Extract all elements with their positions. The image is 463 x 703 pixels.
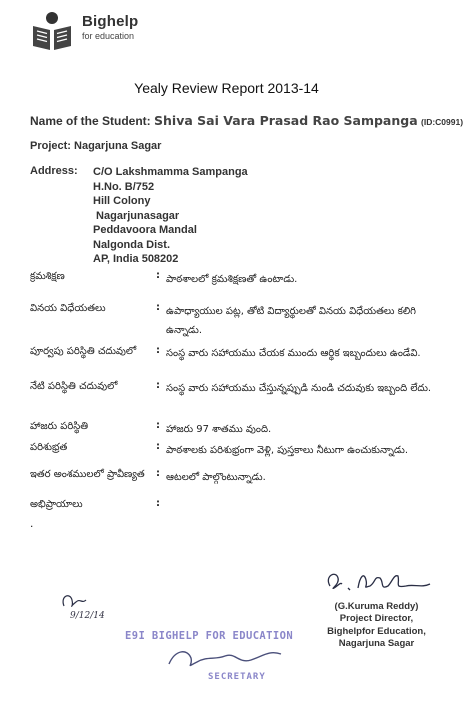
review-label: పూర్వపు పరిస్థితి చదువులో xyxy=(30,346,137,357)
initial-date: 9/12/14 xyxy=(70,611,105,621)
project-line: Project: Nagarjuna Sagar xyxy=(30,140,162,152)
address-label: Address: xyxy=(30,165,78,177)
review-colon: : xyxy=(156,498,160,509)
logo-name: Bighelp xyxy=(82,13,139,30)
report-title: Yealy Review Report 2013-14 xyxy=(134,80,319,96)
address-line: H.No. B/752 xyxy=(93,180,155,193)
signatory-place: Nagarjuna Sagar xyxy=(338,638,415,650)
student-name: Shiva Sai Vara Prasad Rao Sampanga xyxy=(154,113,418,128)
signatory-block xyxy=(300,601,453,651)
signatory-name: (G.Kuruma Reddy) xyxy=(334,601,419,612)
address-line: Hill Colony xyxy=(93,195,151,207)
address-line: Nalgonda Dist. xyxy=(93,238,171,251)
director-signature xyxy=(322,568,434,598)
student-id: (ID:C0991) xyxy=(421,117,463,127)
stamp-org-text: E9I BIGHELP FOR EDUCATION xyxy=(125,630,294,642)
review-label: పరిశుభ్రత xyxy=(30,442,68,453)
review-colon: : xyxy=(156,468,160,479)
trailing-mark: . xyxy=(30,516,34,530)
review-colon: : xyxy=(156,380,160,391)
book-person-logo-icon xyxy=(30,10,74,54)
review-value: సంస్థ వారు సహాయము చేస్తున్నప్పుడి నుండి చదువుకు ఇబ్బంది లేదు. xyxy=(166,383,432,394)
review-value: ఆటలలో పాల్గొంటున్నాడు. xyxy=(166,472,266,483)
student-label: Name of the Student: xyxy=(30,114,151,128)
address-line: AP, India 508202 xyxy=(93,253,179,265)
review-value: సంస్థ వారు సహాయము చేయక ముందు ఆర్థిక ఇబ్బందులు ఉండేవి. xyxy=(166,348,421,359)
review-label: నేటి పరిస్థితి చదువులో xyxy=(30,381,118,392)
review-label: వినయ విధేయతలు xyxy=(30,303,106,314)
review-label: అభిప్రాయాలు xyxy=(30,499,83,510)
address-line: C/O Lakshmamma Sampanga xyxy=(93,166,248,178)
signatory-org: Bighelpfor Education, xyxy=(327,625,426,637)
review-value: ఉపాధ్యాయుల పట్ల, తోటి విద్యార్థులతో వినయ విధేయతలు కలిగి ఉన్నాడు. xyxy=(166,306,416,336)
address-block xyxy=(93,165,248,267)
signatory-role: Project Director, xyxy=(339,613,414,625)
review-value: హాజరు 97 శాతము వుంది. xyxy=(166,424,272,435)
address-line: Nagarjunasagar xyxy=(93,209,180,222)
logo-tagline: for education xyxy=(82,31,135,41)
review-colon: : xyxy=(156,420,160,431)
address-line: Peddavoora Mandal xyxy=(93,224,197,236)
stamp-role-text: SECRETARY xyxy=(208,672,266,682)
initials-signature xyxy=(58,590,108,612)
review-colon: : xyxy=(156,302,160,313)
secretary-signature xyxy=(165,640,285,672)
secretary-stamp xyxy=(115,628,295,690)
review-label: ఇతర అంశములలో ప్రావీణ్యత xyxy=(30,469,145,480)
review-colon: : xyxy=(156,270,160,281)
review-value: పాఠశాలలో క్రమశిక్షణతో ఉంటాడు. xyxy=(166,274,298,285)
review-label: హాజరు పరిస్థితి xyxy=(30,421,89,432)
review-colon: : xyxy=(156,345,160,356)
student-line xyxy=(30,113,463,128)
review-colon: : xyxy=(156,441,160,452)
review-value: పాఠశాలకు పరిశుభ్రంగా వెళ్లి, పుస్తకాలు నీటుగా ఉంచుకున్నాడు. xyxy=(166,445,409,456)
bighelp-logo xyxy=(30,10,170,54)
review-label: క్రమశిక్షణ xyxy=(30,271,65,282)
